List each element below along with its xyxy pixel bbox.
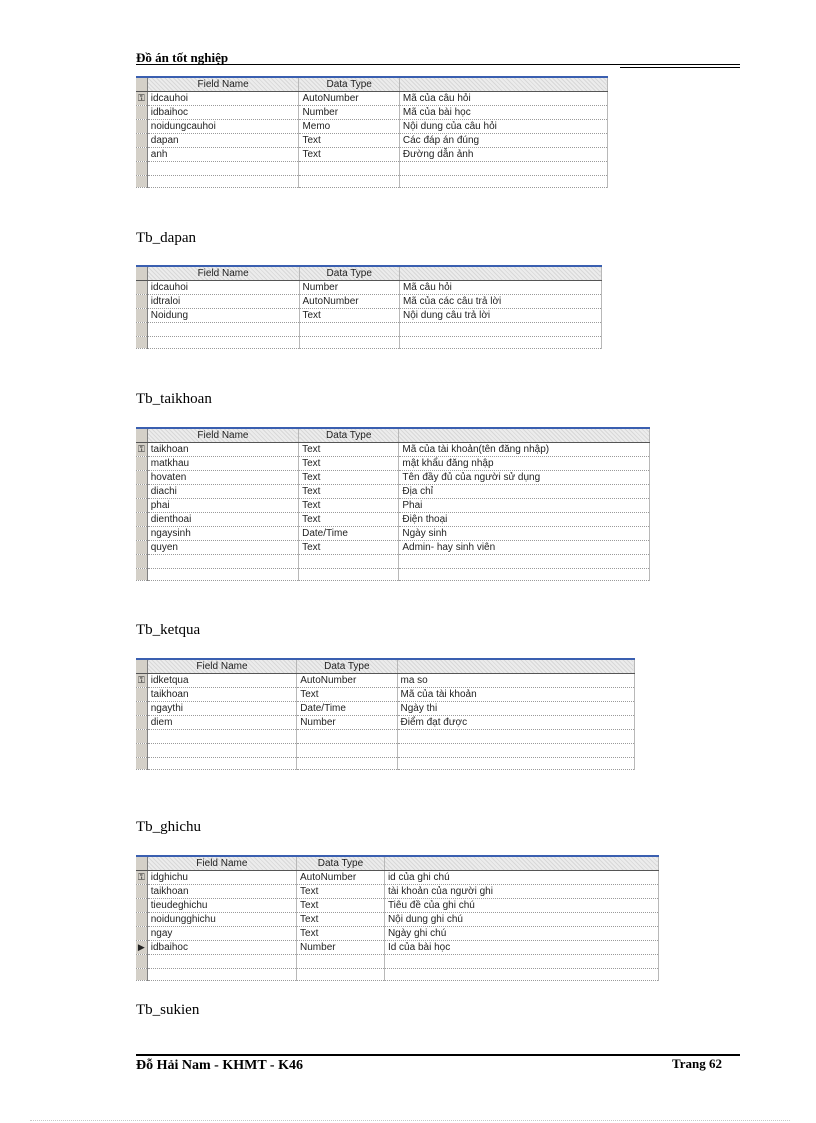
description-cell: Mã của tài khoản: [397, 688, 635, 702]
header-rule: [136, 64, 740, 65]
primary-key-icon[interactable]: ⚿: [136, 92, 147, 106]
table-row[interactable]: [136, 134, 608, 148]
data-type-header: Data Type: [297, 856, 385, 871]
row-selector[interactable]: [136, 120, 147, 134]
data-type-cell: Text: [297, 688, 397, 702]
empty-row[interactable]: [136, 176, 608, 188]
description-cell: Mã của tài khoản(tên đăng nhập): [399, 443, 650, 457]
empty-cell: [147, 337, 299, 349]
table-dapan-fields: [136, 265, 602, 349]
empty-cell: [299, 569, 399, 581]
table-row[interactable]: [136, 443, 650, 457]
table-row[interactable]: [136, 927, 659, 941]
table-row[interactable]: [136, 871, 659, 885]
row-selector[interactable]: [136, 148, 147, 162]
row-selector: [136, 758, 147, 770]
empty-cell: [399, 176, 607, 188]
description-cell: Các đáp án đúng: [399, 134, 607, 148]
data-type-header: Data Type: [297, 659, 397, 674]
description-cell: Tên đầy đủ của người sử dụng: [399, 471, 650, 485]
field-name-header: Field Name: [147, 77, 299, 92]
empty-cell: [147, 758, 296, 770]
row-selector[interactable]: [136, 688, 147, 702]
table-row[interactable]: [136, 716, 635, 730]
table-ketqua-fields: [136, 658, 635, 770]
empty-cell: [147, 955, 296, 969]
data-type-cell: AutoNumber: [299, 295, 399, 309]
empty-cell: [297, 955, 385, 969]
table-header-row: [136, 428, 650, 443]
empty-cell: [147, 569, 298, 581]
row-selector[interactable]: [136, 309, 147, 323]
data-type-cell: Date/Time: [299, 527, 399, 541]
row-selector[interactable]: [136, 541, 147, 555]
description-header: [399, 266, 601, 281]
field-name-cell: noidungcauhoi: [147, 120, 299, 134]
description-cell: tài khoản của người ghi: [384, 885, 658, 899]
empty-row[interactable]: [136, 969, 659, 981]
data-type-cell: Number: [297, 716, 397, 730]
empty-row[interactable]: [136, 555, 650, 569]
data-type-cell: Text: [299, 443, 399, 457]
data-type-cell: AutoNumber: [299, 92, 399, 106]
field-name-cell: taikhoan: [147, 688, 296, 702]
empty-cell: [399, 323, 601, 337]
empty-cell: [297, 730, 397, 744]
table-header-row: [136, 659, 635, 674]
data-type-cell: Text: [297, 913, 385, 927]
empty-cell: [384, 969, 658, 981]
row-selector: [136, 730, 147, 744]
primary-key-icon[interactable]: ⚿: [136, 871, 147, 885]
table-heading-dapan: Tb_dapan: [136, 230, 196, 246]
footer-page-number: Trang 62: [672, 1056, 722, 1071]
current-row-arrow-icon[interactable]: ▶: [136, 941, 147, 955]
header-rule-extension: [620, 67, 740, 68]
empty-cell: [147, 555, 298, 569]
row-selector: [136, 337, 147, 349]
table-row[interactable]: [136, 885, 659, 899]
field-name-header: Field Name: [147, 856, 296, 871]
row-selector-header: [136, 77, 147, 92]
data-type-cell: Memo: [299, 120, 399, 134]
table-header-row: [136, 77, 608, 92]
table-row[interactable]: [136, 106, 608, 120]
field-name-cell: anh: [147, 148, 299, 162]
row-selector: [136, 955, 147, 969]
table-taikhoan-fields: [136, 427, 650, 581]
table-row[interactable]: [136, 527, 650, 541]
empty-cell: [399, 555, 650, 569]
empty-cell: [299, 555, 399, 569]
empty-cell: [299, 162, 399, 176]
description-cell: mật khẩu đăng nhập: [399, 457, 650, 471]
description-cell: Ngày ghi chú: [384, 927, 658, 941]
empty-cell: [297, 758, 397, 770]
table-header-row: [136, 266, 602, 281]
table-cauhoi-fields: [136, 76, 608, 188]
row-selector[interactable]: [136, 913, 147, 927]
table-row[interactable]: [136, 941, 659, 955]
data-type-cell: Number: [297, 941, 385, 955]
row-selector-header: [136, 856, 147, 871]
field-name-cell: noidungghichu: [147, 913, 296, 927]
field-name-cell: ngaysinh: [147, 527, 298, 541]
table-row[interactable]: [136, 899, 659, 913]
row-selector[interactable]: [136, 457, 147, 471]
primary-key-icon[interactable]: ⚿: [136, 443, 147, 457]
table-row[interactable]: [136, 499, 650, 513]
description-cell: Id của bài học: [384, 941, 658, 955]
table-row[interactable]: [136, 457, 650, 471]
empty-cell: [147, 730, 296, 744]
row-selector[interactable]: [136, 716, 147, 730]
field-name-cell: idketqua: [147, 674, 296, 688]
field-name-cell: taikhoan: [147, 443, 298, 457]
data-type-cell: Text: [299, 541, 399, 555]
empty-row[interactable]: [136, 744, 635, 758]
field-name-header: Field Name: [147, 428, 298, 443]
table-heading-ketqua: Tb_ketqua: [136, 622, 201, 638]
description-header: [384, 856, 658, 871]
description-cell: Phai: [399, 499, 650, 513]
empty-row[interactable]: [136, 162, 608, 176]
table-row[interactable]: [136, 674, 635, 688]
empty-cell: [297, 969, 385, 981]
field-name-cell: idtraloi: [147, 295, 299, 309]
data-type-header: Data Type: [299, 428, 399, 443]
empty-cell: [147, 744, 296, 758]
field-name-cell: dapan: [147, 134, 299, 148]
data-type-cell: Text: [299, 134, 399, 148]
table-row[interactable]: [136, 120, 608, 134]
row-selector-header: [136, 659, 147, 674]
description-cell: Điểm đạt được: [397, 716, 635, 730]
field-name-cell: ngay: [147, 927, 296, 941]
table-row[interactable]: [136, 513, 650, 527]
table-row[interactable]: [136, 541, 650, 555]
footer-rule: [136, 1054, 740, 1056]
row-selector-header: [136, 266, 147, 281]
data-type-cell: Number: [299, 106, 399, 120]
table-header-row: [136, 856, 659, 871]
field-name-cell: hovaten: [147, 471, 298, 485]
description-cell: Mã của các câu trả lời: [399, 295, 601, 309]
empty-cell: [399, 337, 601, 349]
row-selector: [136, 162, 147, 176]
data-type-cell: Text: [299, 513, 399, 527]
data-type-header: Data Type: [299, 266, 399, 281]
description-cell: Điện thoại: [399, 513, 650, 527]
row-selector: [136, 969, 147, 981]
description-cell: Admin- hay sinh viên: [399, 541, 650, 555]
field-name-cell: matkhau: [147, 457, 298, 471]
table-row[interactable]: [136, 471, 650, 485]
row-selector[interactable]: [136, 927, 147, 941]
row-selector[interactable]: [136, 702, 147, 716]
empty-cell: [397, 744, 635, 758]
empty-cell: [397, 758, 635, 770]
field-name-cell: idbaihoc: [147, 106, 299, 120]
description-cell: Mã của câu hỏi: [399, 92, 607, 106]
row-selector-header: [136, 428, 147, 443]
field-name-cell: idbaihoc: [147, 941, 296, 955]
table-ghichu-fields: [136, 855, 659, 981]
description-cell: id của ghi chú: [384, 871, 658, 885]
data-type-cell: Text: [299, 485, 399, 499]
table-row[interactable]: [136, 702, 635, 716]
description-cell: Đường dẫn ảnh: [399, 148, 607, 162]
empty-cell: [299, 323, 399, 337]
row-selector[interactable]: [136, 134, 147, 148]
row-selector[interactable]: [136, 295, 147, 309]
footer-author: Đỗ Hải Nam - KHMT - K46: [136, 1058, 303, 1073]
table-row[interactable]: [136, 485, 650, 499]
field-name-cell: idcauhoi: [147, 92, 299, 106]
description-cell: Mã câu hỏi: [399, 281, 601, 295]
table-heading-taikhoan: Tb_taikhoan: [136, 391, 212, 407]
data-type-cell: AutoNumber: [297, 871, 385, 885]
field-name-cell: dienthoai: [147, 513, 298, 527]
field-name-cell: Noidung: [147, 309, 299, 323]
row-selector[interactable]: [136, 106, 147, 120]
field-name-cell: taikhoan: [147, 885, 296, 899]
field-name-cell: phai: [147, 499, 298, 513]
empty-row[interactable]: [136, 323, 602, 337]
table-row[interactable]: [136, 148, 608, 162]
data-type-cell: Text: [299, 457, 399, 471]
table-row[interactable]: [136, 309, 602, 323]
table-row[interactable]: [136, 92, 608, 106]
empty-cell: [397, 730, 635, 744]
empty-cell: [147, 323, 299, 337]
primary-key-icon[interactable]: ⚿: [136, 674, 147, 688]
row-selector[interactable]: [136, 899, 147, 913]
field-name-cell: ngaythi: [147, 702, 296, 716]
empty-row[interactable]: [136, 569, 650, 581]
row-selector: [136, 176, 147, 188]
field-name-cell: tieudeghichu: [147, 899, 296, 913]
description-cell: Nội dung ghi chú: [384, 913, 658, 927]
row-selector[interactable]: [136, 281, 147, 295]
table-row[interactable]: [136, 913, 659, 927]
data-type-header: Data Type: [299, 77, 399, 92]
empty-cell: [147, 176, 299, 188]
data-type-cell: Text: [299, 471, 399, 485]
field-name-cell: idcauhoi: [147, 281, 299, 295]
field-name-header: Field Name: [147, 659, 296, 674]
empty-cell: [299, 337, 399, 349]
description-header: [399, 428, 650, 443]
description-cell: Nội dung câu trả lời: [399, 309, 601, 323]
field-name-header: Field Name: [147, 266, 299, 281]
data-type-cell: Text: [299, 499, 399, 513]
row-selector[interactable]: [136, 513, 147, 527]
description-cell: Mã của bài học: [399, 106, 607, 120]
description-header: [397, 659, 635, 674]
data-type-cell: Date/Time: [297, 702, 397, 716]
data-type-cell: Text: [297, 899, 385, 913]
empty-cell: [399, 162, 607, 176]
data-type-cell: Text: [297, 927, 385, 941]
empty-row[interactable]: [136, 337, 602, 349]
description-cell: ma so: [397, 674, 635, 688]
data-type-cell: Text: [299, 148, 399, 162]
empty-cell: [384, 955, 658, 969]
data-type-cell: Number: [299, 281, 399, 295]
description-cell: Tiêu đề của ghi chú: [384, 899, 658, 913]
page-bottom-border: [30, 1120, 790, 1121]
table-heading-sukien: Tb_sukien: [136, 1002, 200, 1018]
field-name-cell: idghichu: [147, 871, 296, 885]
row-selector: [136, 323, 147, 337]
row-selector: [136, 569, 147, 581]
table-row[interactable]: [136, 281, 602, 295]
row-selector[interactable]: [136, 485, 147, 499]
empty-row[interactable]: [136, 955, 659, 969]
field-name-cell: diem: [147, 716, 296, 730]
empty-cell: [147, 162, 299, 176]
data-type-cell: Text: [299, 309, 399, 323]
table-row[interactable]: [136, 688, 635, 702]
data-type-cell: AutoNumber: [297, 674, 397, 688]
row-selector: [136, 744, 147, 758]
description-cell: Ngày thi: [397, 702, 635, 716]
empty-row[interactable]: [136, 758, 635, 770]
empty-cell: [147, 969, 296, 981]
row-selector[interactable]: [136, 499, 147, 513]
row-selector: [136, 555, 147, 569]
description-cell: Nội dung của câu hỏi: [399, 120, 607, 134]
row-selector[interactable]: [136, 471, 147, 485]
table-heading-ghichu: Tb_ghichu: [136, 819, 201, 835]
empty-cell: [297, 744, 397, 758]
description-cell: Ngày sinh: [399, 527, 650, 541]
field-name-cell: diachi: [147, 485, 298, 499]
row-selector[interactable]: [136, 527, 147, 541]
description-header: [399, 77, 607, 92]
row-selector[interactable]: [136, 885, 147, 899]
document-header-title: Đồ án tốt nghiệp: [136, 50, 229, 65]
description-cell: Địa chỉ: [399, 485, 650, 499]
data-type-cell: Text: [297, 885, 385, 899]
empty-cell: [399, 569, 650, 581]
table-row[interactable]: [136, 295, 602, 309]
empty-row[interactable]: [136, 730, 635, 744]
field-name-cell: quyen: [147, 541, 298, 555]
empty-cell: [299, 176, 399, 188]
